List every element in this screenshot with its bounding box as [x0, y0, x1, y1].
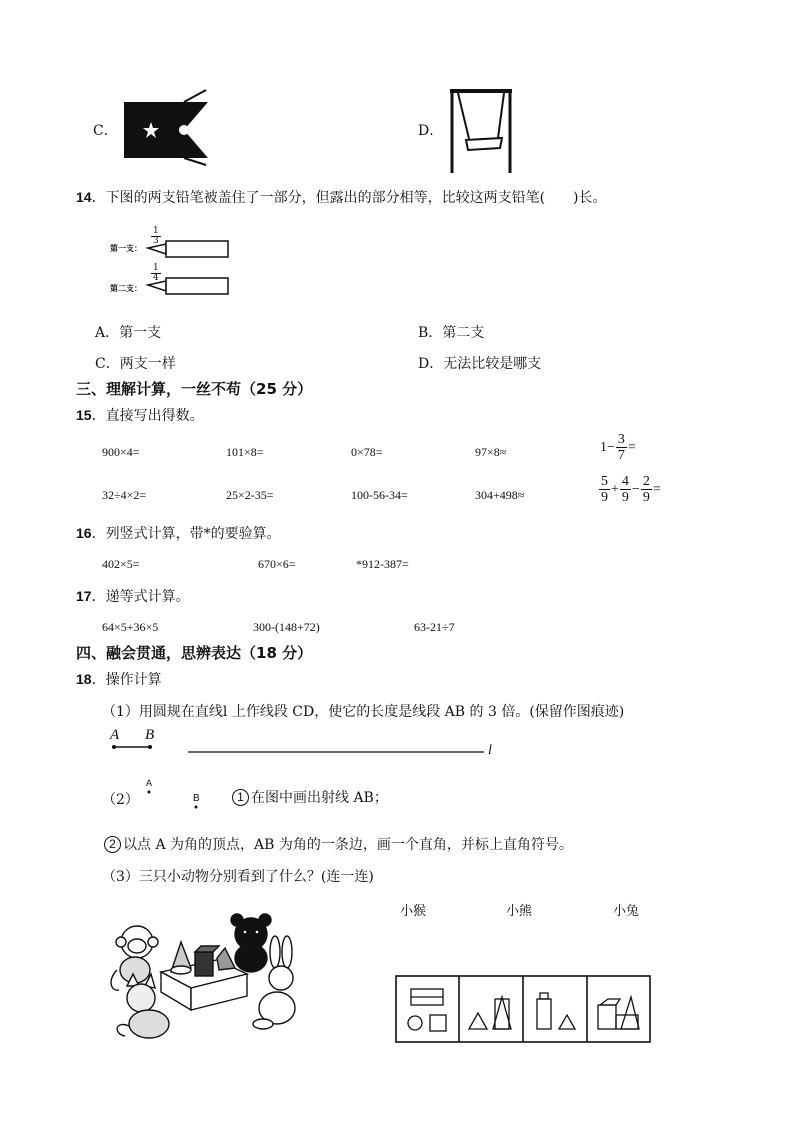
- question-number: 17: [76, 588, 92, 604]
- animal-label-bear: 小熊: [506, 904, 533, 919]
- part-2-point-b: B: [193, 793, 200, 804]
- animal-label-monkey: 小猴: [400, 904, 427, 919]
- calc-item: 63-21÷7: [414, 620, 455, 634]
- calc-item: 900×4=: [102, 445, 140, 459]
- pencil2-figure: [146, 277, 231, 297]
- line-l-label: l: [488, 743, 492, 758]
- calc-item: 100-56-34=: [351, 488, 408, 502]
- part-1-text: （1）用圆规在直线l 上作线段 CD，使它的长度是线段 AB 的 3 倍。(保留作图痕迹): [102, 704, 625, 720]
- flag-figure: [120, 90, 215, 165]
- animal-label-rabbit: 小兔: [613, 904, 640, 919]
- option-c-label[interactable]: C．: [93, 123, 118, 139]
- calc-item: 64×5+36×5: [102, 620, 159, 634]
- segment-and-line: [110, 742, 510, 758]
- pyramid-solid: [217, 948, 235, 970]
- box-with-solids: [161, 942, 247, 1010]
- animal-scene-illustration: [105, 908, 305, 1043]
- view-choices-grid: [395, 975, 653, 1045]
- point-a-dot: [147, 790, 151, 794]
- question-number: 15: [76, 407, 92, 423]
- point-b-label: B: [145, 727, 155, 743]
- calc-item: 0×78=: [351, 445, 383, 459]
- question-text: ．列竖式计算，带*的要验算。: [91, 526, 281, 542]
- calc-item: 402×5=: [102, 557, 140, 571]
- pencil2-label: 第二支：: [110, 284, 142, 293]
- calc-item: 32÷4×2=: [102, 488, 147, 502]
- calc-item: 300-(148+72): [253, 620, 320, 634]
- question-text: ．递等式计算。: [91, 589, 190, 605]
- calc-item: 25×2-35=: [226, 488, 274, 502]
- fraction-calc-2: $\frac{5}{9}$ + $\frac{4}{9}$ − $\frac{2}{9}$ =: [601, 474, 661, 505]
- question-number: 16: [76, 525, 92, 541]
- calc-item: *912-387=: [356, 557, 409, 571]
- option-a[interactable]: A．第一支: [95, 325, 162, 341]
- fraction-calc-1: 1− $\frac{3}{7}$ =: [600, 432, 636, 463]
- section-4-heading: 四、融会贯通，思辨表达（18 分）: [76, 644, 313, 662]
- question-14: [76, 187, 607, 207]
- part-2-prefix: （2）: [102, 792, 139, 808]
- question-15: [76, 405, 204, 425]
- section-3-heading: 三、理解计算，一丝不苟（25 分）: [76, 380, 313, 398]
- option-d[interactable]: D．无法比较是哪支: [418, 356, 542, 372]
- question-16: [76, 523, 281, 543]
- option-b[interactable]: B．第二支: [418, 325, 485, 341]
- question-text: ．操作计算: [91, 672, 162, 688]
- question-17: [76, 586, 190, 606]
- cube-solid: [195, 952, 213, 976]
- pencil2-fraction: $\frac{1}{4}$: [153, 263, 159, 283]
- part-2-step-2: 2 以点 A 为角的顶点，AB 为角的一条边，画一个直角，并标上直角符号。: [104, 834, 573, 854]
- pencil1-label: 第一支：: [110, 244, 142, 253]
- question-number: 14: [76, 189, 92, 205]
- calc-item: 97×8≈: [475, 445, 507, 459]
- bear-icon: [231, 914, 271, 972]
- option-c[interactable]: C．两支一样: [95, 356, 176, 372]
- question-number: 18: [76, 671, 92, 687]
- part-2-step-1: 1 在图中画出射线 AB；: [232, 787, 388, 807]
- part-2-point-a: A: [146, 778, 153, 788]
- pencil1-figure: [146, 240, 231, 260]
- calc-item: 101×8=: [226, 445, 264, 459]
- pencil1-fraction: $\frac{1}{3}$: [153, 226, 159, 246]
- question-text: ．下图的两支铅笔被盖住了一部分，但露出的部分相等，比较这两支铅笔( )长。: [91, 190, 607, 206]
- point-b-dot: [194, 805, 198, 809]
- calc-item: 670×6=: [258, 557, 296, 571]
- question-18: [76, 669, 162, 689]
- part-3-text: （3）三只小动物分别看到了什么？(连一连): [102, 869, 374, 885]
- calc-item: 304+498≈: [475, 488, 525, 502]
- point-a-label: A: [110, 727, 120, 743]
- question-text: ．直接写出得数。: [91, 408, 204, 424]
- swing-figure: [442, 88, 522, 173]
- option-d-label[interactable]: D．: [418, 123, 444, 139]
